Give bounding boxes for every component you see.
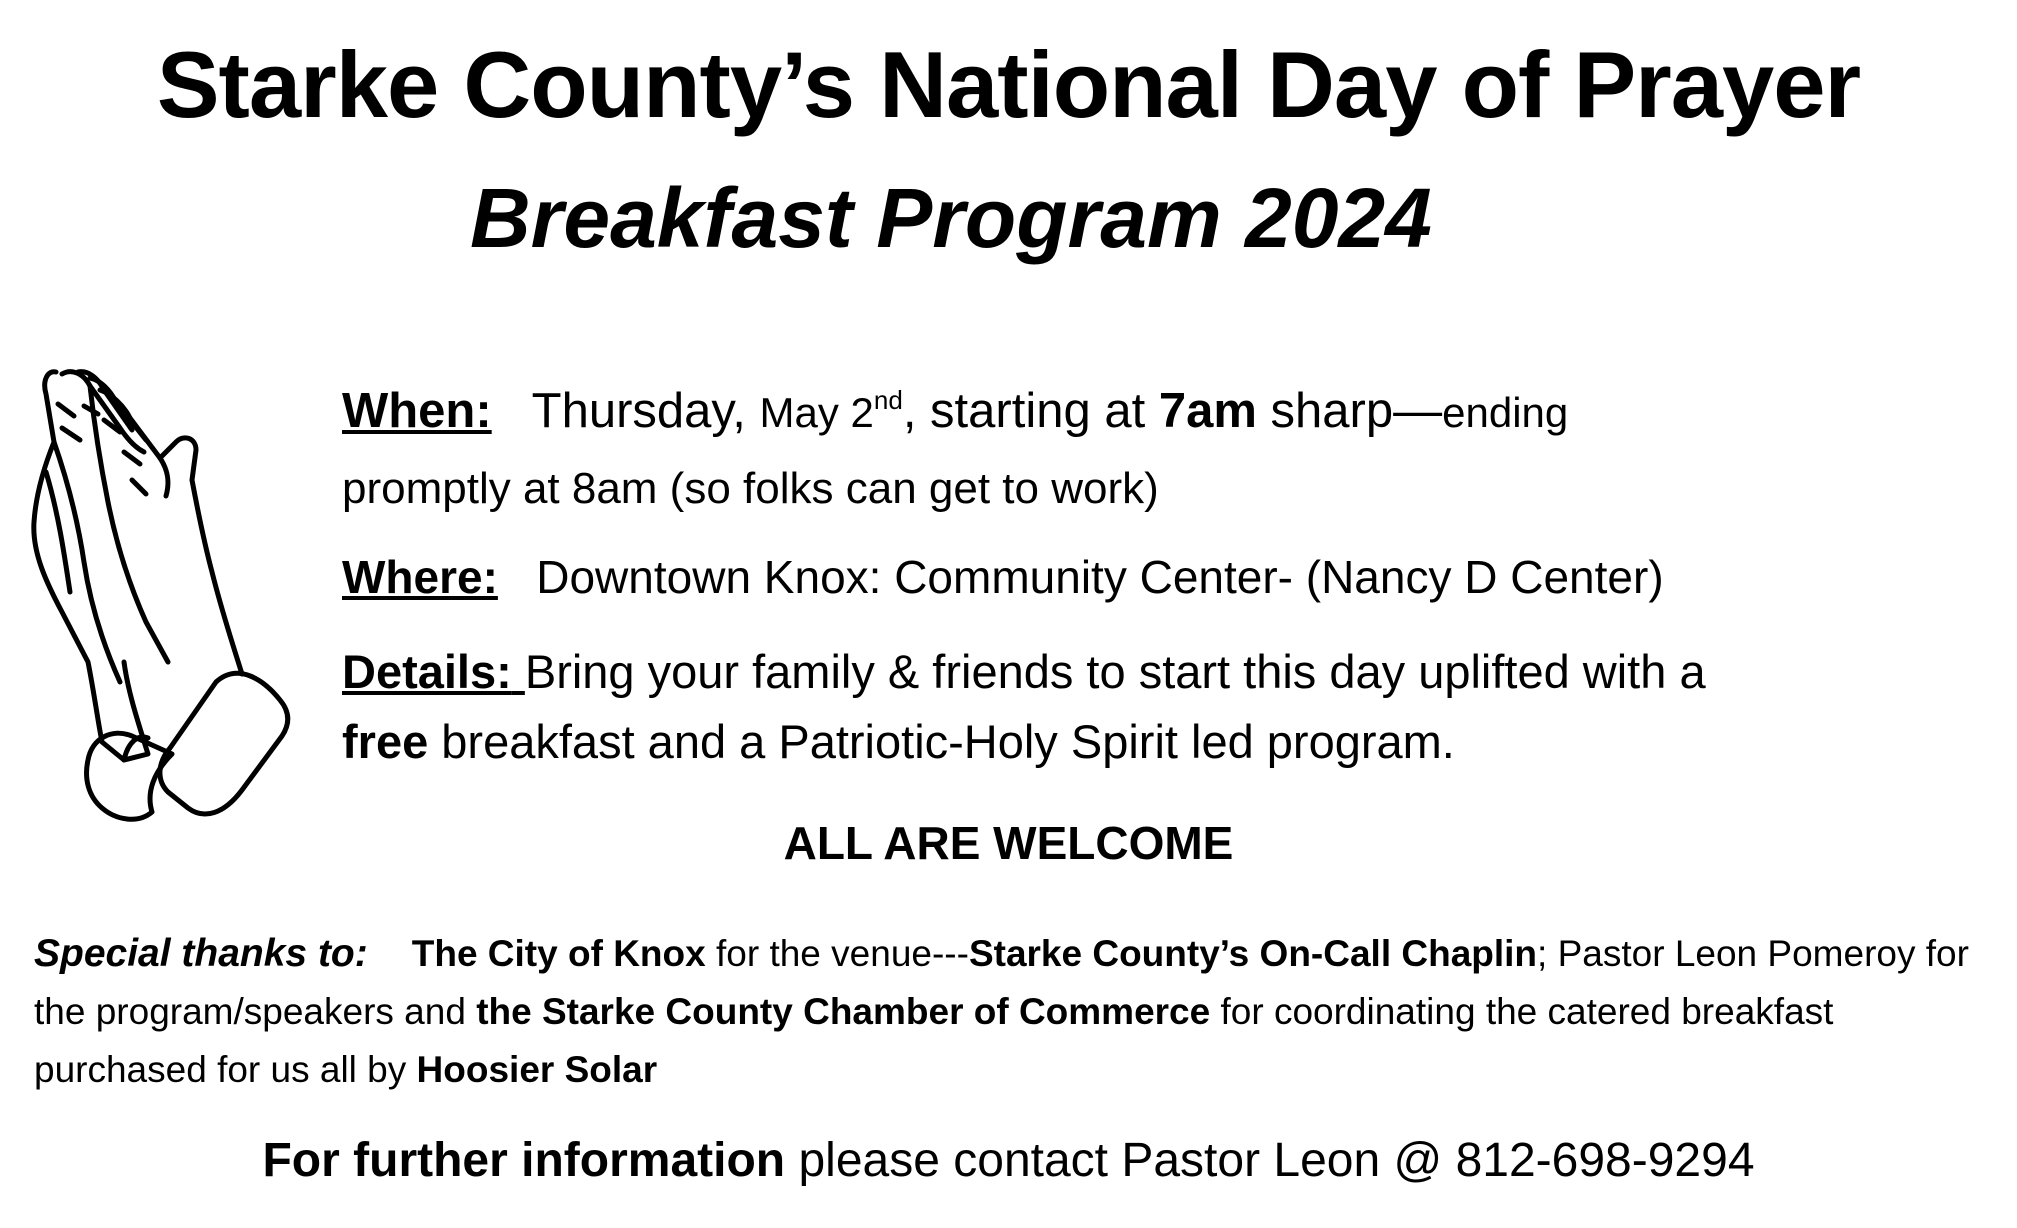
when-ordinal: nd <box>873 385 903 415</box>
when-ending: ending <box>1442 389 1569 436</box>
welcome-banner: ALL ARE WELCOME <box>783 817 1234 869</box>
where-label: Where: <box>342 551 498 603</box>
when-sharp: sharp— <box>1270 384 1443 438</box>
details-text-1: Bring your family & friends to start this day uplifted with a <box>524 645 1706 698</box>
thanks-lead: Special thanks to: <box>34 932 368 975</box>
when-month-day: May 2 <box>759 389 874 436</box>
thanks-chamber: the Starke County Chamber of Commerce <box>476 991 1211 1032</box>
details-text-2: breakfast and a Patriotic-Holy Spirit led program. <box>441 715 1455 768</box>
where-row <box>342 547 1982 607</box>
special-thanks <box>34 925 1994 1099</box>
thanks-chaplain: Starke County’s On-Call Chaplin <box>968 933 1538 974</box>
contact-line <box>0 1126 2017 1196</box>
contact-bold: For further information <box>262 1134 786 1187</box>
thanks-solar: Hoosier Solar <box>416 1049 658 1090</box>
when-day: Thursday, <box>531 384 746 438</box>
page-subtitle: Breakfast Program 2024 <box>470 171 1432 265</box>
when-starting: , starting at <box>902 384 1146 438</box>
details-row <box>342 637 1982 777</box>
details-free: free <box>342 715 429 768</box>
when-label: When: <box>342 384 492 438</box>
when-row-continued: promptly at 8am (so folks can get to work) <box>342 464 1159 513</box>
thanks-city: The City of Knox <box>411 933 706 974</box>
thanks-text-2: ; Pastor Leon Pomeroy for the program/speakers and <box>34 933 1969 1032</box>
where-text: Downtown Knox: Community Center- (Nancy D Center) <box>536 551 1664 603</box>
praying-hands-icon <box>28 362 328 842</box>
when-row <box>342 370 1982 443</box>
event-details <box>342 370 1982 777</box>
thanks-text-1: for the venue--- <box>715 933 969 974</box>
contact-rest: please contact Pastor Leon @ 812-698-9294 <box>798 1134 1755 1187</box>
details-label: Details: <box>342 645 512 698</box>
when-time: 7am <box>1158 384 1257 438</box>
page-title: Starke County’s National Day of Prayer <box>156 32 1861 137</box>
thanks-text-3: for coordinating the catered breakfast purchased for us all by <box>34 991 1834 1090</box>
